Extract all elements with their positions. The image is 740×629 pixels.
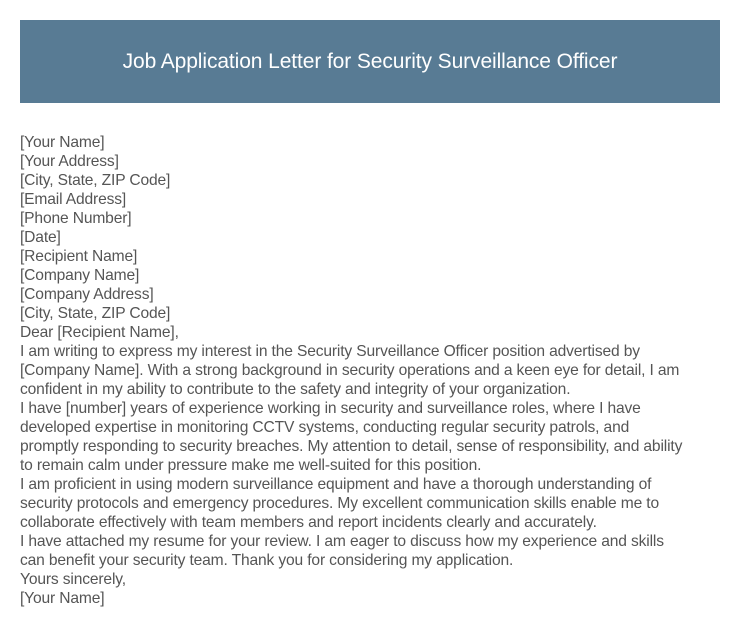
sender-address: [Your Address]	[20, 153, 119, 170]
paragraph-line: I have [number] years of experience working in security and surveillance roles, where I have	[20, 400, 641, 417]
sender-email: [Email Address]	[20, 191, 127, 208]
recipient-city-state-zip: [City, State, ZIP Code]	[20, 305, 171, 322]
page-title: Job Application Letter for Security Surveillance Officer	[122, 49, 618, 73]
sender-phone: [Phone Number]	[20, 210, 132, 227]
paragraph-line: to remain calm under pressure make me well-suited for this position.	[20, 457, 482, 474]
recipient-company: [Company Name]	[20, 267, 140, 284]
paragraph-closing	[20, 532, 720, 570]
sender-city-state-zip: [City, State, ZIP Code]	[20, 172, 171, 189]
paragraph-line: I am writing to express my interest in the Security Surveillance Officer position advertised by	[20, 343, 640, 360]
sender-name: [Your Name]	[20, 134, 105, 151]
title-banner	[20, 20, 720, 103]
paragraph-line: confident in my ability to contribute to the safety and integrity of your organization.	[20, 381, 571, 398]
recipient-block	[20, 247, 720, 323]
paragraph-interest	[20, 342, 720, 399]
closing: Yours sincerely,	[20, 571, 126, 588]
paragraph-line: promptly responding to security breaches. My attention to detail, sense of responsibility, and ability	[20, 438, 683, 455]
paragraph-line: I am proficient in using modern surveillance equipment and have a thorough understanding of	[20, 476, 652, 493]
salutation: Dear [Recipient Name],	[20, 324, 179, 341]
paragraph-line: developed expertise in monitoring CCTV systems, conducting regular security patrols, and	[20, 419, 630, 436]
paragraph-line: I have attached my resume for your review. I am eager to discuss how my experience and skills	[20, 533, 664, 550]
paragraph-line: security protocols and emergency procedures. My excellent communication skills enable me to	[20, 495, 659, 512]
paragraph-skills	[20, 475, 720, 532]
sender-block	[20, 133, 720, 247]
paragraph-experience	[20, 399, 720, 475]
recipient-company-address: [Company Address]	[20, 286, 154, 303]
letter-body	[20, 133, 720, 608]
paragraph-line: can benefit your security team. Thank you for considering my application.	[20, 552, 514, 569]
paragraph-line: collaborate effectively with team members and report incidents clearly and accurately.	[20, 514, 597, 531]
signature: [Your Name]	[20, 590, 105, 607]
letter-date: [Date]	[20, 229, 61, 246]
recipient-name: [Recipient Name]	[20, 248, 138, 265]
paragraph-line: [Company Name]. With a strong background in security operations and a keen eye for detail, I am	[20, 362, 680, 379]
